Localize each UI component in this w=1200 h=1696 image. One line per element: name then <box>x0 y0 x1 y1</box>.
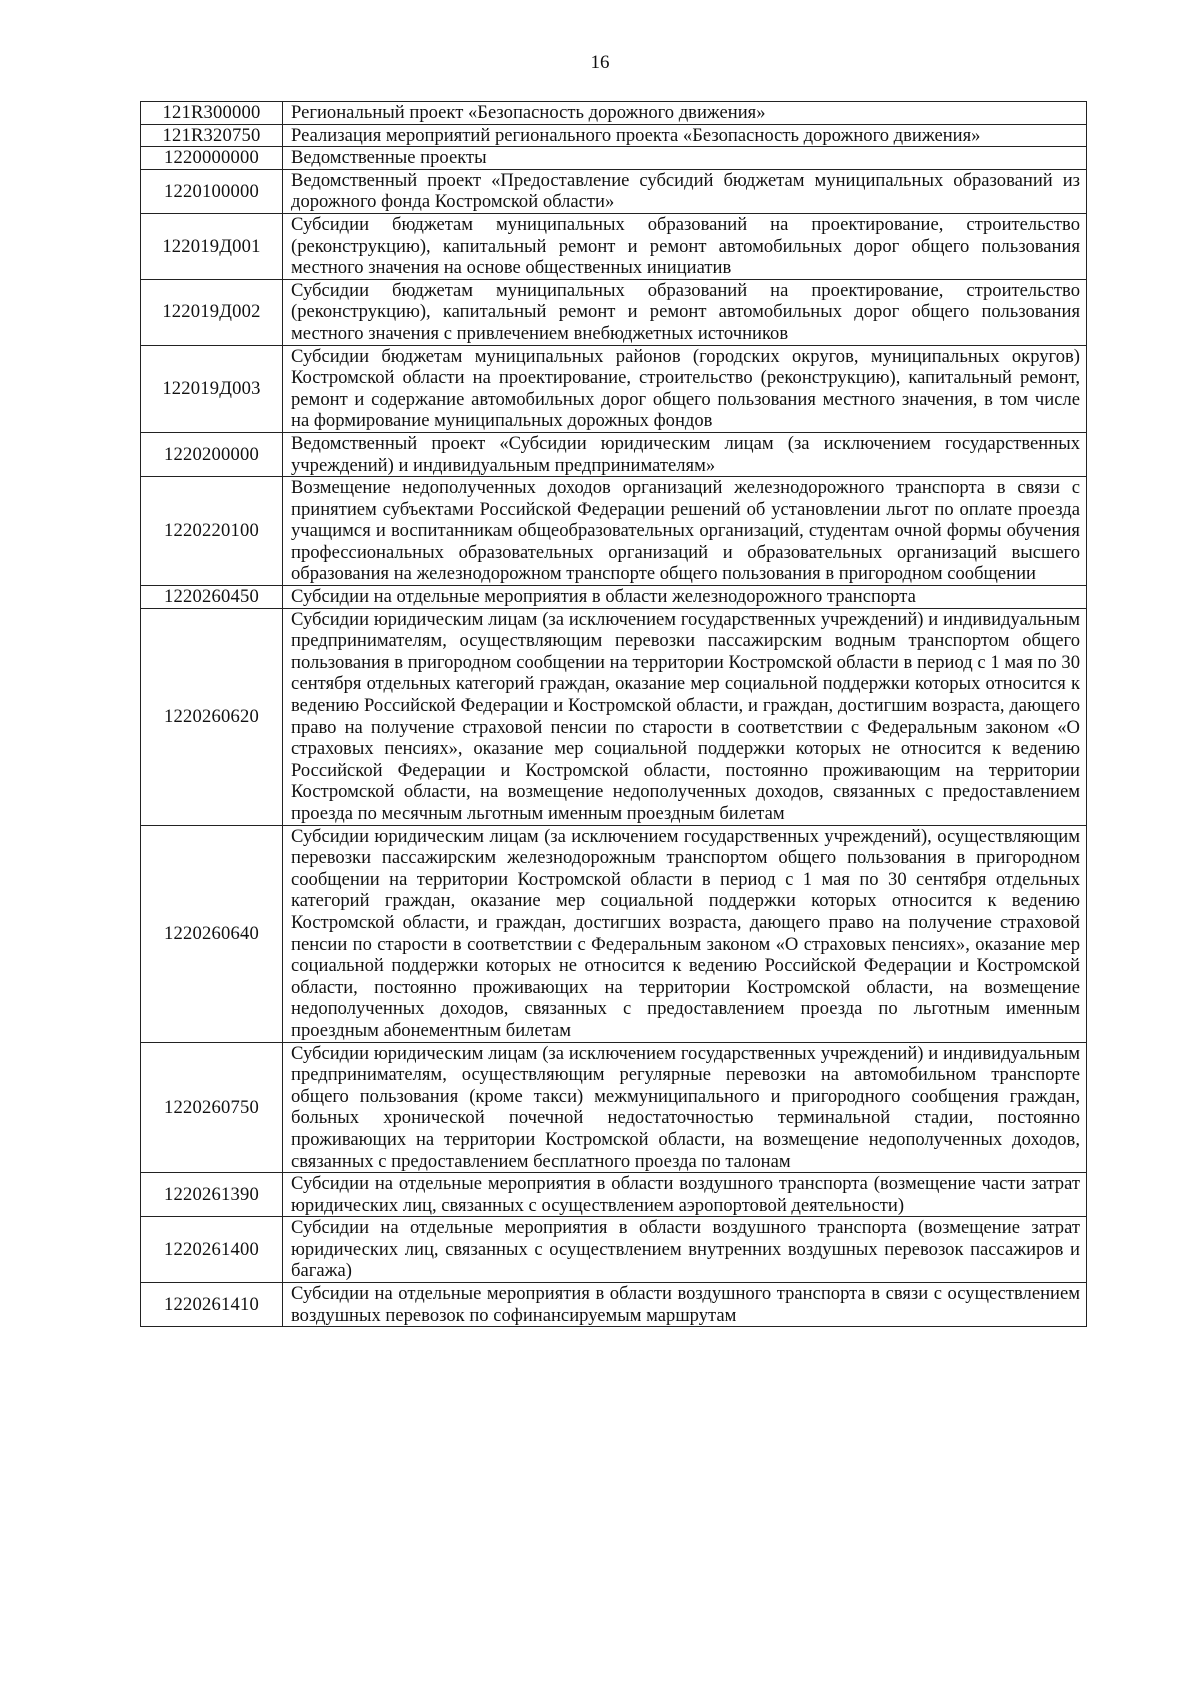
row-code: 1220000000 <box>141 147 283 170</box>
row-description: Субсидии на отдельные мероприятия в области воздушного транспорта (возмещение части затрат юридических лиц, связанных с осуществлением аэропортовой деятельности) <box>283 1173 1087 1217</box>
row-code: 1220260750 <box>141 1042 283 1173</box>
table-row <box>141 608 1087 825</box>
row-description: Субсидии юридическим лицам (за исключением государственных учреждений), осуществляющим перевозки пассажирским железнодорожным транспортом общего пользования в пригородном сообщении на территории Костромской области в период с 1 мая по 30 сентября отдельных категорий граждан, оказание мер социальной поддержки которых относится к ведению Костромской области, и граждан, достигших возраста, дающего право на получение страховой пенсии по старости в соответствии с Федеральным законом «О страховых пенсиях», оказание мер социальной поддержки которых не относится к ведению Российской Федерации и Костромской области, постоянно проживающих на территории Костромской области, на возмещение недополученных доходов, связанных с предоставлением проезда по льготным именным проездным абонементным билетам <box>283 825 1087 1042</box>
row-description: Субсидии на отдельные мероприятия в области железнодорожного транспорта <box>283 586 1087 609</box>
table-row <box>141 825 1087 1042</box>
row-description: Возмещение недополученных доходов организаций железнодорожного транспорта в связи с принятием субъектами Российской Федерации решений об установлении льгот по оплате проезда учащимся и воспитанникам общеобразовательных организаций, студентам очной формы обучения профессиональных образовательных организаций и образовательных организаций высшего образования на железнодорожном транспорте общего пользования в пригородном сообщении <box>283 477 1087 586</box>
row-description: Ведомственный проект «Предоставление субсидий бюджетам муниципальных образований из дорожного фонда Костромской области» <box>283 169 1087 213</box>
row-description: Ведомственный проект «Субсидии юридическим лицам (за исключением государственных учреждений) и индивидуальным предпринимателям» <box>283 432 1087 476</box>
row-code: 1220220100 <box>141 477 283 586</box>
page-number: 16 <box>590 52 610 73</box>
row-description: Субсидии на отдельные мероприятия в области воздушного транспорта (возмещение затрат юридических лиц, связанных с осуществлением внутренних воздушных перевозок пассажиров и багажа) <box>283 1217 1087 1283</box>
row-code: 1220100000 <box>141 169 283 213</box>
row-code: 1220261400 <box>141 1217 283 1283</box>
table-row <box>141 1283 1087 1327</box>
row-description: Ведомственные проекты <box>283 147 1087 170</box>
row-code: 1220260640 <box>141 825 283 1042</box>
row-code: 1220200000 <box>141 432 283 476</box>
budget-codes-table <box>140 101 1087 1327</box>
table-row <box>141 432 1087 476</box>
table-row <box>141 147 1087 170</box>
row-description: Субсидии юридическим лицам (за исключением государственных учреждений) и индивидуальным предпринимателям, осуществляющим регулярные перевозки на автомобильном транспорте общего пользования (кроме такси) межмуниципального и пригородного сообщения граждан, больных хронической почечной недостаточностью терминальной стадии, постоянно проживающих на территории Костромской области, на возмещение недополученных доходов, связанных с предоставлением бесплатного проезда по талонам <box>283 1042 1087 1173</box>
table-row <box>141 1173 1087 1217</box>
table-row <box>141 345 1087 432</box>
table-row <box>141 124 1087 147</box>
row-code: 121R320750 <box>141 124 283 147</box>
row-code: 121R300000 <box>141 102 283 125</box>
row-code: 122019Д002 <box>141 279 283 345</box>
row-description: Субсидии юридическим лицам (за исключением государственных учреждений) и индивидуальным предпринимателям, осуществляющим перевозки пассажирским водным транспортом общего пользования в пригородном сообщении на территории Костромской области в период с 1 мая по 30 сентября отдельных категорий граждан, оказание мер социальной поддержки которых относится к ведению Российской Федерации и Костромской области, и граждан, достигшим возраста, дающего право на получение страховой пенсии по старости в соответствии с Федеральным законом «О страховых пенсиях», оказание мер социальной поддержки которых не относится к ведению Российской Федерации и Костромской области, постоянно проживающим на территории Костромской области, на возмещение недополученных доходов, связанных с предоставлением проезда по месячным льготным именным проездным билетам <box>283 608 1087 825</box>
row-code: 122019Д001 <box>141 213 283 279</box>
table-row <box>141 169 1087 213</box>
row-code: 1220261410 <box>141 1283 283 1327</box>
table-row <box>141 586 1087 609</box>
row-description: Субсидии бюджетам муниципальных образований на проектирование, строительство (реконструкцию), капитальный ремонт и ремонт автомобильных дорог общего пользования местного значения на основе общественных инициатив <box>283 213 1087 279</box>
table-row <box>141 213 1087 279</box>
table-row <box>141 1042 1087 1173</box>
row-code: 1220260620 <box>141 608 283 825</box>
row-description: Субсидии на отдельные мероприятия в области воздушного транспорта в связи с осуществлением воздушных перевозок по софинансируемым маршрутам <box>283 1283 1087 1327</box>
table-row <box>141 102 1087 125</box>
table-row <box>141 1217 1087 1283</box>
row-code: 122019Д003 <box>141 345 283 432</box>
row-code: 1220260450 <box>141 586 283 609</box>
row-description: Региональный проект «Безопасность дорожного движения» <box>283 102 1087 125</box>
row-description: Субсидии бюджетам муниципальных районов (городских округов, муниципальных округов) Костромской области на проектирование, строительство (реконструкцию), капитальный ремонт, ремонт и содержание автомобильных дорог общего пользования местного значения, в том числе на формирование муниципальных дорожных фондов <box>283 345 1087 432</box>
row-description: Реализация мероприятий регионального проекта «Безопасность дорожного движения» <box>283 124 1087 147</box>
row-description: Субсидии бюджетам муниципальных образований на проектирование, строительство (реконструкцию), капитальный ремонт и ремонт автомобильных дорог общего пользования местного значения с привлечением внебюджетных источников <box>283 279 1087 345</box>
table-row <box>141 477 1087 586</box>
table-row <box>141 279 1087 345</box>
row-code: 1220261390 <box>141 1173 283 1217</box>
